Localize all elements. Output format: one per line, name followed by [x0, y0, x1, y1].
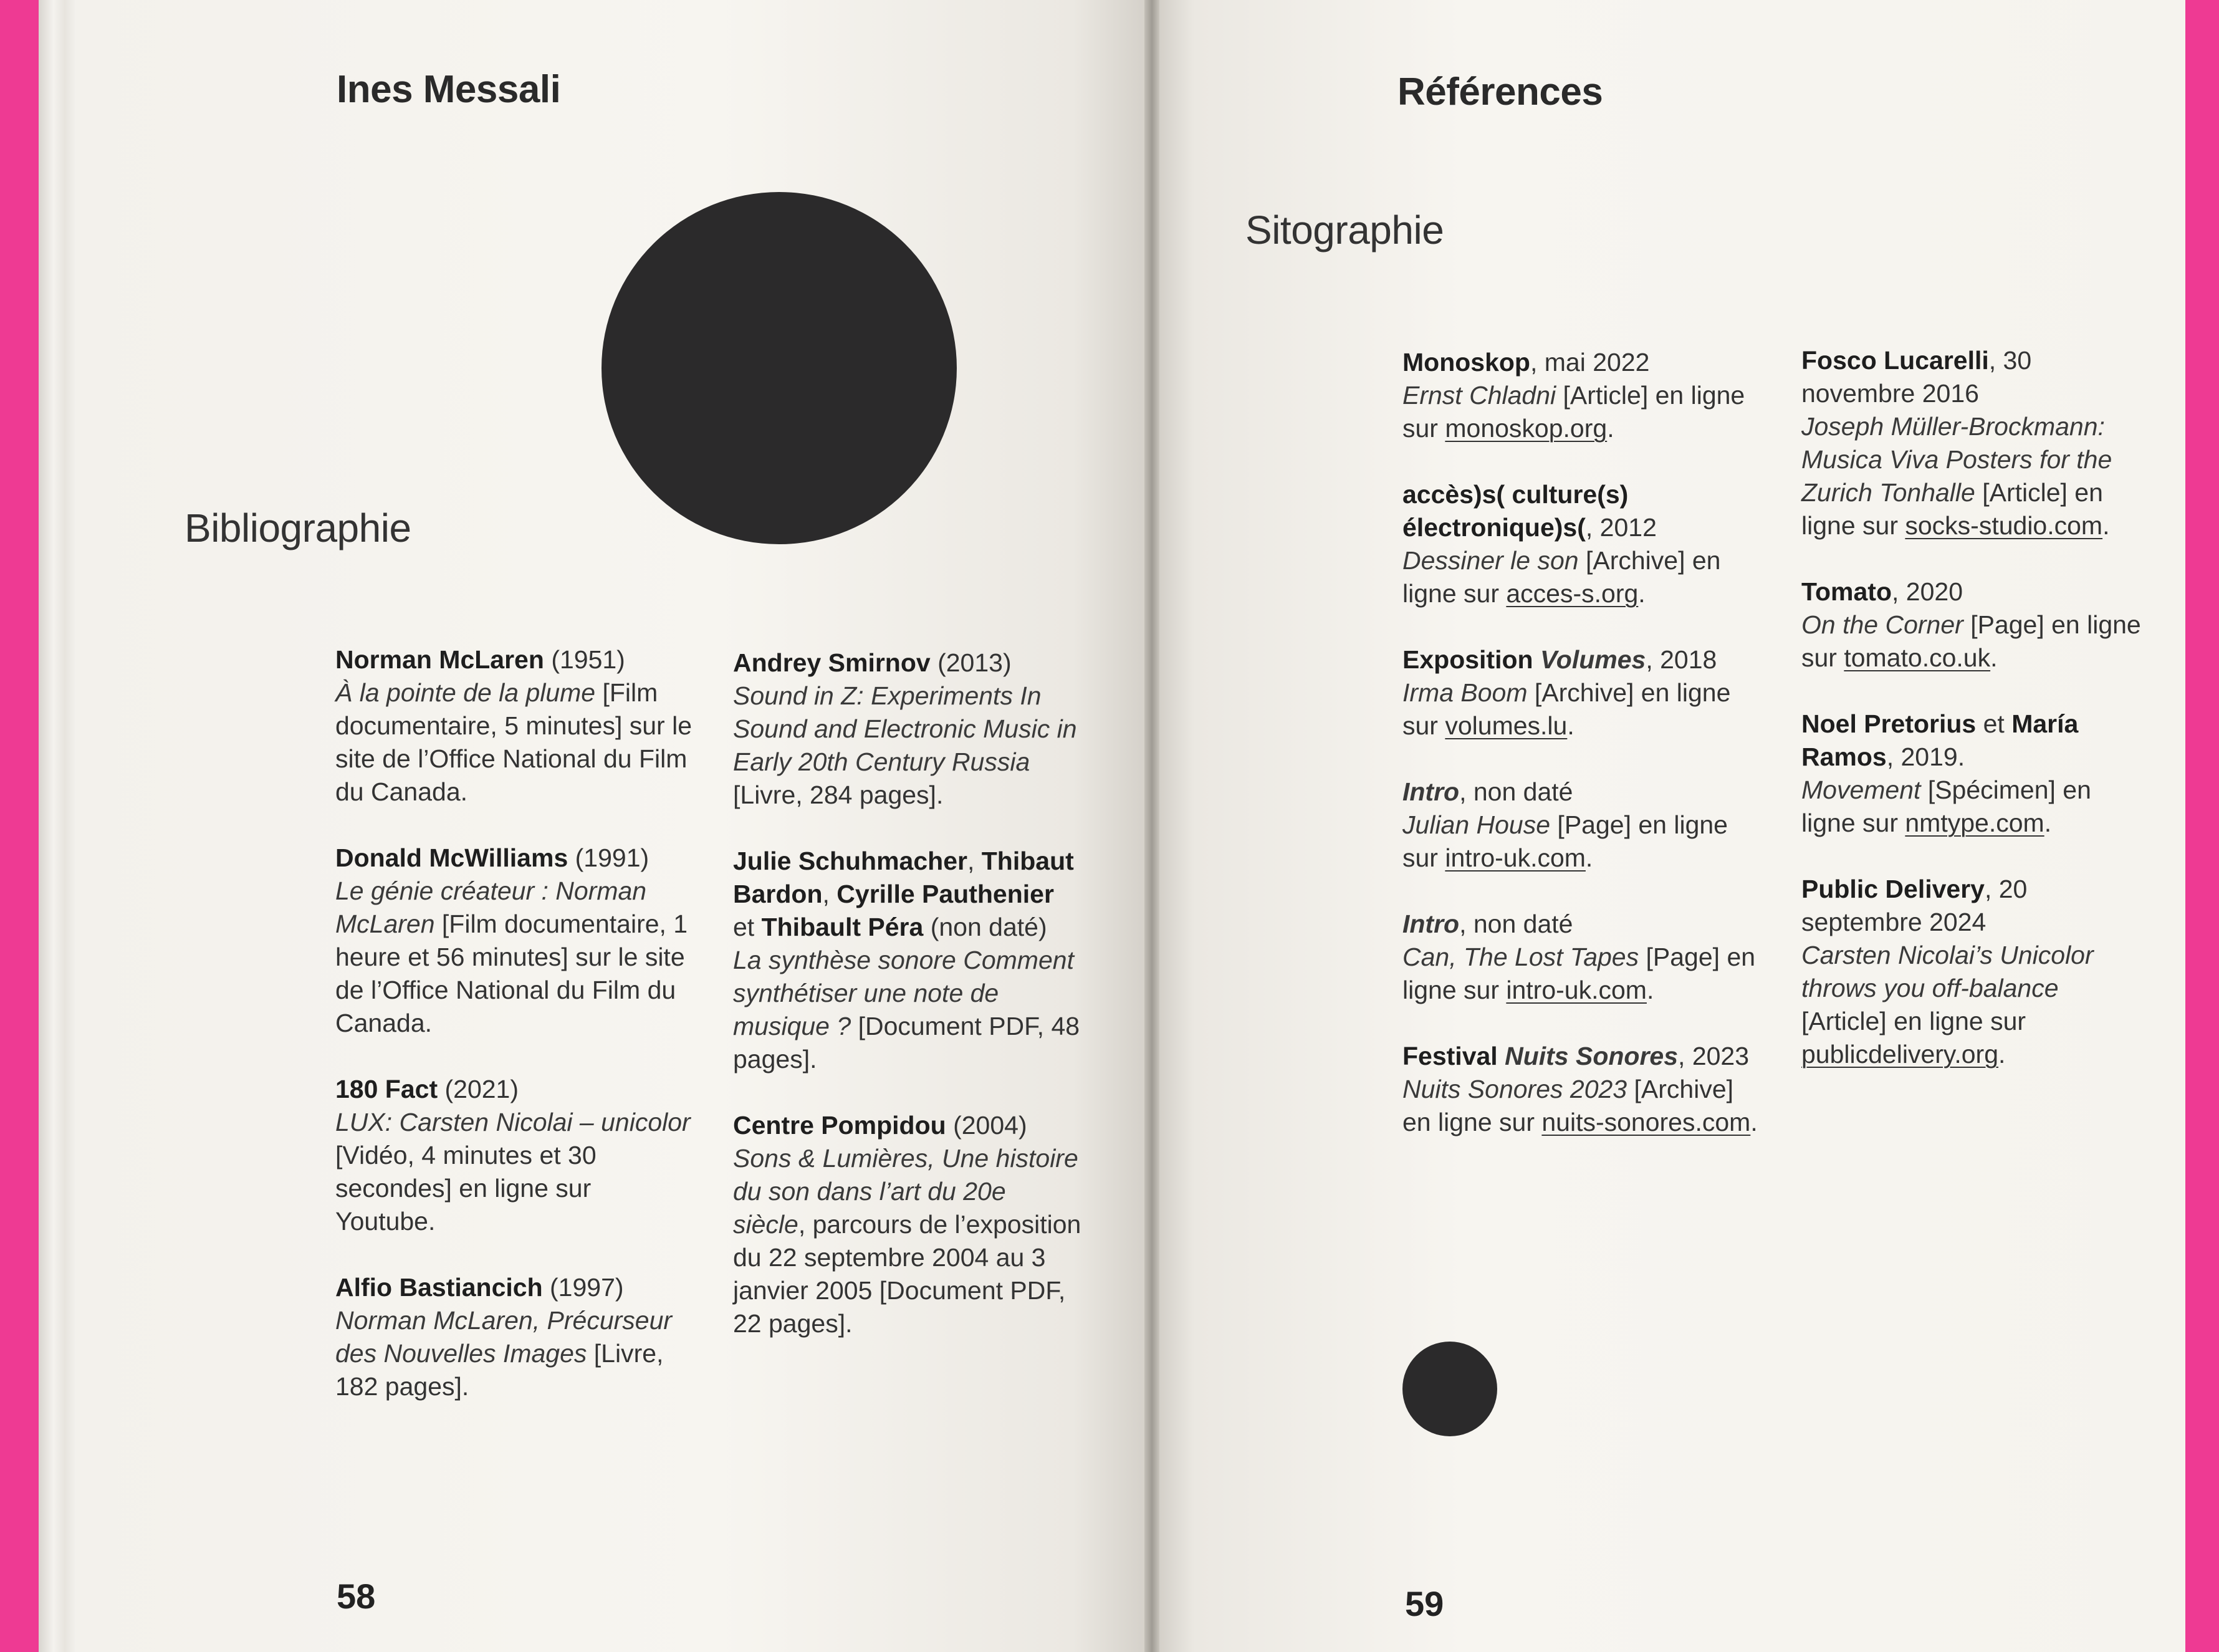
- site-date: , 2018: [1646, 645, 1717, 674]
- separator: et: [1976, 709, 2012, 738]
- site-entry: [1402, 478, 1764, 610]
- pink-cover-edge-left: [0, 0, 39, 1652]
- page-stack-edge: [39, 0, 76, 1652]
- site-date: , non daté: [1459, 910, 1573, 938]
- site-entry: [1402, 908, 1764, 1007]
- site-source: Festival: [1402, 1042, 1505, 1070]
- site-link[interactable]: volumes.lu: [1445, 711, 1568, 740]
- punctuation: .: [1998, 1040, 2006, 1069]
- punctuation: .: [1646, 976, 1654, 1004]
- punctuation: .: [1607, 414, 1614, 443]
- site-date: , 30 novembre 2016: [1801, 346, 2032, 408]
- bib-date: (2004): [946, 1111, 1027, 1140]
- bibliography-column-2: [733, 646, 1082, 1373]
- bib-date: (2013): [930, 648, 1012, 677]
- site-title: Can, The Lost Tapes: [1402, 943, 1639, 971]
- site-entry: [1801, 873, 2150, 1071]
- page-number-right: 59: [1405, 1584, 1444, 1623]
- site-link[interactable]: intro-uk.com: [1445, 843, 1586, 872]
- site-link[interactable]: nmtype.com: [1905, 809, 2044, 837]
- separator: ,: [822, 880, 837, 908]
- punctuation: .: [1585, 843, 1593, 872]
- book-gutter: [1144, 0, 1159, 1652]
- separator: ,: [967, 847, 982, 875]
- bib-entry: [335, 643, 697, 809]
- separator: et: [733, 913, 762, 941]
- bib-title: Sound in Z: Experiments In Sound and Electronic Music in Early 20th Century Russia: [733, 681, 1077, 776]
- bib-author: Andrey Smirnov: [733, 648, 931, 677]
- large-black-circle: [601, 192, 957, 544]
- sitography-column-2: [1801, 344, 2150, 1104]
- site-type: [Article] en ligne sur: [1402, 381, 1745, 443]
- site-link[interactable]: intro-uk.com: [1506, 976, 1647, 1004]
- section-title-sitographie: Sitographie: [1245, 208, 1444, 252]
- bib-title: Sons & Lumières, Une histoire du son dans l’art du 20e siècle: [733, 1144, 1078, 1239]
- site-entry: [1801, 708, 2150, 840]
- site-type: [Page] en ligne sur: [1801, 610, 2141, 672]
- site-type: [Archive] en ligne sur: [1402, 1075, 1734, 1136]
- small-black-circle: [1402, 1342, 1497, 1436]
- bib-date: (1997): [542, 1273, 624, 1302]
- site-source-em: Nuits Sonores: [1505, 1042, 1679, 1070]
- site-source: accès)s( culture(s) électronique)s(: [1402, 480, 1629, 542]
- site-source: María Ramos: [1801, 709, 2079, 771]
- punctuation: .: [2044, 809, 2052, 837]
- bib-entry: [335, 1271, 697, 1403]
- site-source: Tomato: [1801, 577, 1892, 606]
- bib-details: , parcours de l’exposition du 22 septembre 2004 au 3 janvier 2005 [Document PDF, 22 pages].: [733, 1210, 1081, 1338]
- bib-details: [Document PDF, 48 pages].: [733, 1012, 1080, 1073]
- bib-author: Alfio Bastiancich: [335, 1273, 543, 1302]
- punctuation: .: [1990, 643, 1998, 672]
- bib-details: [Livre, 284 pages].: [733, 780, 944, 809]
- site-entry: [1402, 1040, 1764, 1139]
- bib-entry: [733, 1109, 1082, 1340]
- site-source-em: Intro: [1402, 910, 1460, 938]
- site-title: Ernst Chladni: [1402, 381, 1556, 410]
- site-link[interactable]: nuits-sonores.com: [1541, 1108, 1751, 1136]
- site-link[interactable]: monoskop.org: [1445, 414, 1608, 443]
- site-type: [Article] en ligne sur: [1801, 1007, 2026, 1035]
- bib-entry: [335, 842, 697, 1040]
- site-date: , 2012: [1585, 513, 1657, 542]
- site-link[interactable]: socks-studio.com: [1905, 511, 2103, 540]
- site-source: Public Delivery: [1801, 875, 1985, 903]
- bib-author: Donald McWilliams: [335, 843, 568, 872]
- bib-entry: [335, 1073, 697, 1238]
- bib-title: Norman McLaren, Précurseur des Nouvelles Images: [335, 1306, 673, 1368]
- bibliography-column-1: [335, 643, 697, 1436]
- site-title: Joseph Müller-Brockmann: Musica Viva Posters for the Zurich Tonhalle: [1801, 412, 2112, 507]
- bib-author: Thibaut Bardon: [733, 847, 1074, 908]
- site-type: [Spécimen] en ligne sur: [1801, 776, 2091, 837]
- site-title: Movement: [1801, 776, 1921, 804]
- site-entry: [1402, 346, 1764, 445]
- site-link[interactable]: acces-s.org: [1506, 579, 1639, 608]
- site-source-em: Volumes: [1540, 645, 1646, 674]
- bib-entry: [733, 845, 1082, 1076]
- bib-title: LUX: Carsten Nicolai – unicolor: [335, 1108, 691, 1136]
- running-head-right: Références: [1397, 70, 1603, 113]
- bib-author: Cyrille Pauthenier: [836, 880, 1054, 908]
- site-entry: [1801, 344, 2150, 542]
- site-title: Julian House: [1402, 810, 1551, 839]
- bib-title: Le génie créateur : Norman McLaren: [335, 876, 647, 938]
- site-title: Irma Boom: [1402, 678, 1528, 707]
- site-type: [Archive] en ligne sur: [1402, 678, 1731, 740]
- bib-details: [Film documentaire, 1 heure et 56 minutes] sur le site de l’Office National du Film du Canada.: [335, 910, 688, 1037]
- sitography-column-1: [1402, 346, 1764, 1172]
- site-title: Carsten Nicolai’s Unicolor throws you off-balance: [1801, 941, 2094, 1002]
- site-date: , 2020: [1892, 577, 1963, 606]
- site-source: Exposition: [1402, 645, 1540, 674]
- section-title-bibliographie: Bibliographie: [185, 506, 411, 550]
- site-type: [Article] en ligne sur: [1801, 478, 2103, 540]
- bib-date: (non daté): [923, 913, 1047, 941]
- bib-title: À la pointe de la plume: [335, 678, 596, 707]
- running-head-left: Ines Messali: [337, 68, 561, 111]
- bib-details: [Film documentaire, 5 minutes] sur le site de l’Office National du Film du Canada.: [335, 678, 692, 806]
- site-link[interactable]: tomato.co.uk: [1844, 643, 1991, 672]
- punctuation: .: [1567, 711, 1574, 740]
- punctuation: .: [2102, 511, 2110, 540]
- bib-author: Centre Pompidou: [733, 1111, 946, 1140]
- site-date: , 2023: [1678, 1042, 1750, 1070]
- site-entry: [1801, 575, 2150, 675]
- site-date: , non daté: [1459, 777, 1573, 806]
- site-link[interactable]: publicdelivery.org: [1801, 1040, 1999, 1069]
- site-source: Fosco Lucarelli: [1801, 346, 1989, 375]
- site-entry: [1402, 776, 1764, 875]
- punctuation: .: [1750, 1108, 1758, 1136]
- bib-details: [Livre, 182 pages].: [335, 1339, 664, 1401]
- site-date: , mai 2022: [1530, 348, 1650, 377]
- punctuation: .: [1638, 579, 1646, 608]
- bib-author: Julie Schuhmacher: [733, 847, 967, 875]
- site-type: [Archive] en ligne sur: [1402, 546, 1721, 608]
- bib-date: (2021): [438, 1075, 519, 1103]
- bib-date: (1951): [544, 645, 625, 674]
- bib-title: La synthèse sonore Comment synthétiser une note de musique ?: [733, 946, 1074, 1040]
- page-number-left: 58: [337, 1577, 376, 1616]
- site-date: , 20 septembre 2024: [1801, 875, 2028, 936]
- site-entry: [1402, 643, 1764, 742]
- bib-entry: [733, 646, 1082, 812]
- site-title: Dessiner le son: [1402, 546, 1579, 575]
- site-type: [Page] en ligne sur: [1402, 943, 1756, 1004]
- site-title: On the Corner: [1801, 610, 1963, 639]
- site-source-em: Intro: [1402, 777, 1460, 806]
- bib-author: Thibault Péra: [761, 913, 924, 941]
- site-date: , 2019.: [1886, 742, 1965, 771]
- site-title: Nuits Sonores 2023: [1402, 1075, 1627, 1103]
- site-source: Monoskop: [1402, 348, 1530, 377]
- site-type: [Page] en ligne sur: [1402, 810, 1728, 872]
- site-source: Noel Pretorius: [1801, 709, 1977, 738]
- bib-author: 180 Fact: [335, 1075, 438, 1103]
- bib-details: [Vidéo, 4 minutes et 30 secondes] en ligne sur Youtube.: [335, 1141, 597, 1236]
- bib-author: Norman McLaren: [335, 645, 544, 674]
- pink-cover-edge-right: [2185, 0, 2219, 1652]
- bib-date: (1991): [568, 843, 649, 872]
